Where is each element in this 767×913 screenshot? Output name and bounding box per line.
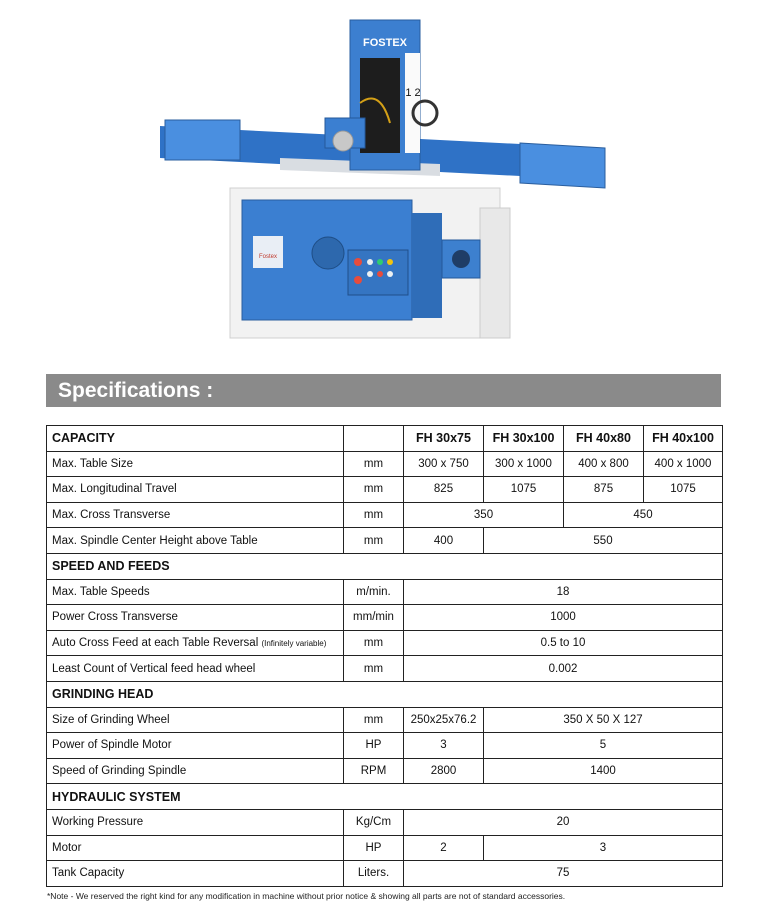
row-label-note: (Infinitely variable) xyxy=(261,639,327,649)
table-row xyxy=(47,630,723,656)
row-value: 1075 xyxy=(644,477,723,503)
row-label: Speed of Grinding Spindle xyxy=(47,758,344,784)
row-value: 550 xyxy=(484,528,723,554)
table-row xyxy=(47,579,723,605)
table-row xyxy=(47,528,723,554)
row-label: Size of Grinding Wheel xyxy=(47,707,344,733)
table-row xyxy=(47,809,723,835)
row-value: 0.5 to 10 xyxy=(404,630,723,656)
row-value: 20 xyxy=(404,809,723,835)
table-row xyxy=(47,605,723,631)
table-row xyxy=(47,707,723,733)
table-row xyxy=(47,477,723,503)
row-unit: mm xyxy=(344,451,404,477)
row-value: 350 X 50 X 127 xyxy=(484,707,723,733)
capacity-heading: CAPACITY xyxy=(47,426,344,452)
row-label: Motor xyxy=(47,835,344,861)
row-label: Tank Capacity xyxy=(47,861,344,887)
row-label: Power of Spindle Motor xyxy=(47,733,344,759)
head-markings: 1 2 xyxy=(405,87,421,99)
row-label: Auto Cross Feed at each Table Reversal xyxy=(52,637,259,650)
row-label-cell xyxy=(47,630,344,656)
row-value: 75 xyxy=(404,861,723,887)
row-value: 825 xyxy=(404,477,484,503)
row-value: 400 x 1000 xyxy=(644,451,723,477)
footnote: *Note - We reserved the right kind for any modification in machine without prior notice & showing all parts are not of standard accessories. xyxy=(47,891,566,901)
row-value: 300 x 750 xyxy=(404,451,484,477)
model-header: FH 30x100 xyxy=(484,426,564,452)
brand-label: FOSTEX xyxy=(362,37,408,49)
row-value: 2800 xyxy=(404,758,484,784)
model-header: FH 40x80 xyxy=(564,426,644,452)
specifications-title: Specifications : xyxy=(46,374,721,407)
row-value: 0.002 xyxy=(404,656,723,682)
row-value: 3 xyxy=(404,733,484,759)
section-row xyxy=(47,784,723,810)
row-value: 3 xyxy=(484,835,723,861)
row-unit: Liters. xyxy=(344,861,404,887)
row-value: 300 x 1000 xyxy=(484,451,564,477)
row-value: 875 xyxy=(564,477,644,503)
table-row xyxy=(47,656,723,682)
row-label: Max. Longitudinal Travel xyxy=(47,477,344,503)
hydraulic-system-heading: HYDRAULIC SYSTEM xyxy=(47,784,723,810)
surface-grinder-image xyxy=(150,8,620,358)
row-value: 2 xyxy=(404,835,484,861)
section-row xyxy=(47,553,723,579)
specifications-table xyxy=(46,425,723,887)
row-unit: HP xyxy=(344,835,404,861)
row-label: Max. Spindle Center Height above Table xyxy=(47,528,344,554)
row-unit: mm/min xyxy=(344,605,404,631)
row-value: 1075 xyxy=(484,477,564,503)
row-value: 350 xyxy=(404,502,564,528)
row-unit: HP xyxy=(344,733,404,759)
table-row xyxy=(47,502,723,528)
row-unit: mm xyxy=(344,630,404,656)
row-label: Working Pressure xyxy=(47,809,344,835)
row-label: Max. Cross Transverse xyxy=(47,502,344,528)
row-value: 5 xyxy=(484,733,723,759)
row-value: 450 xyxy=(564,502,723,528)
row-unit: mm xyxy=(344,502,404,528)
row-unit: mm xyxy=(344,528,404,554)
grinding-head-heading: GRINDING HEAD xyxy=(47,681,723,707)
header-row xyxy=(47,426,723,452)
row-value: 250x25x76.2 xyxy=(404,707,484,733)
table-row xyxy=(47,835,723,861)
row-unit: mm xyxy=(344,707,404,733)
row-unit: mm xyxy=(344,477,404,503)
table-row xyxy=(47,451,723,477)
row-unit: mm xyxy=(344,656,404,682)
table-row xyxy=(47,758,723,784)
panel-logo: Fostex xyxy=(258,254,278,260)
row-value: 400 xyxy=(404,528,484,554)
row-label: Max. Table Size xyxy=(47,451,344,477)
section-row xyxy=(47,681,723,707)
speed-feeds-heading: SPEED AND FEEDS xyxy=(47,553,723,579)
row-unit: Kg/Cm xyxy=(344,809,404,835)
row-unit: RPM xyxy=(344,758,404,784)
table-row xyxy=(47,861,723,887)
model-header: FH 30x75 xyxy=(404,426,484,452)
row-value: 400 x 800 xyxy=(564,451,644,477)
row-value: 1000 xyxy=(404,605,723,631)
row-label: Least Count of Vertical feed head wheel xyxy=(47,656,344,682)
row-unit: m/min. xyxy=(344,579,404,605)
row-label: Power Cross Transverse xyxy=(47,605,344,631)
row-value: 18 xyxy=(404,579,723,605)
row-label: Max. Table Speeds xyxy=(47,579,344,605)
row-value: 1400 xyxy=(484,758,723,784)
model-header: FH 40x100 xyxy=(644,426,723,452)
table-row xyxy=(47,733,723,759)
